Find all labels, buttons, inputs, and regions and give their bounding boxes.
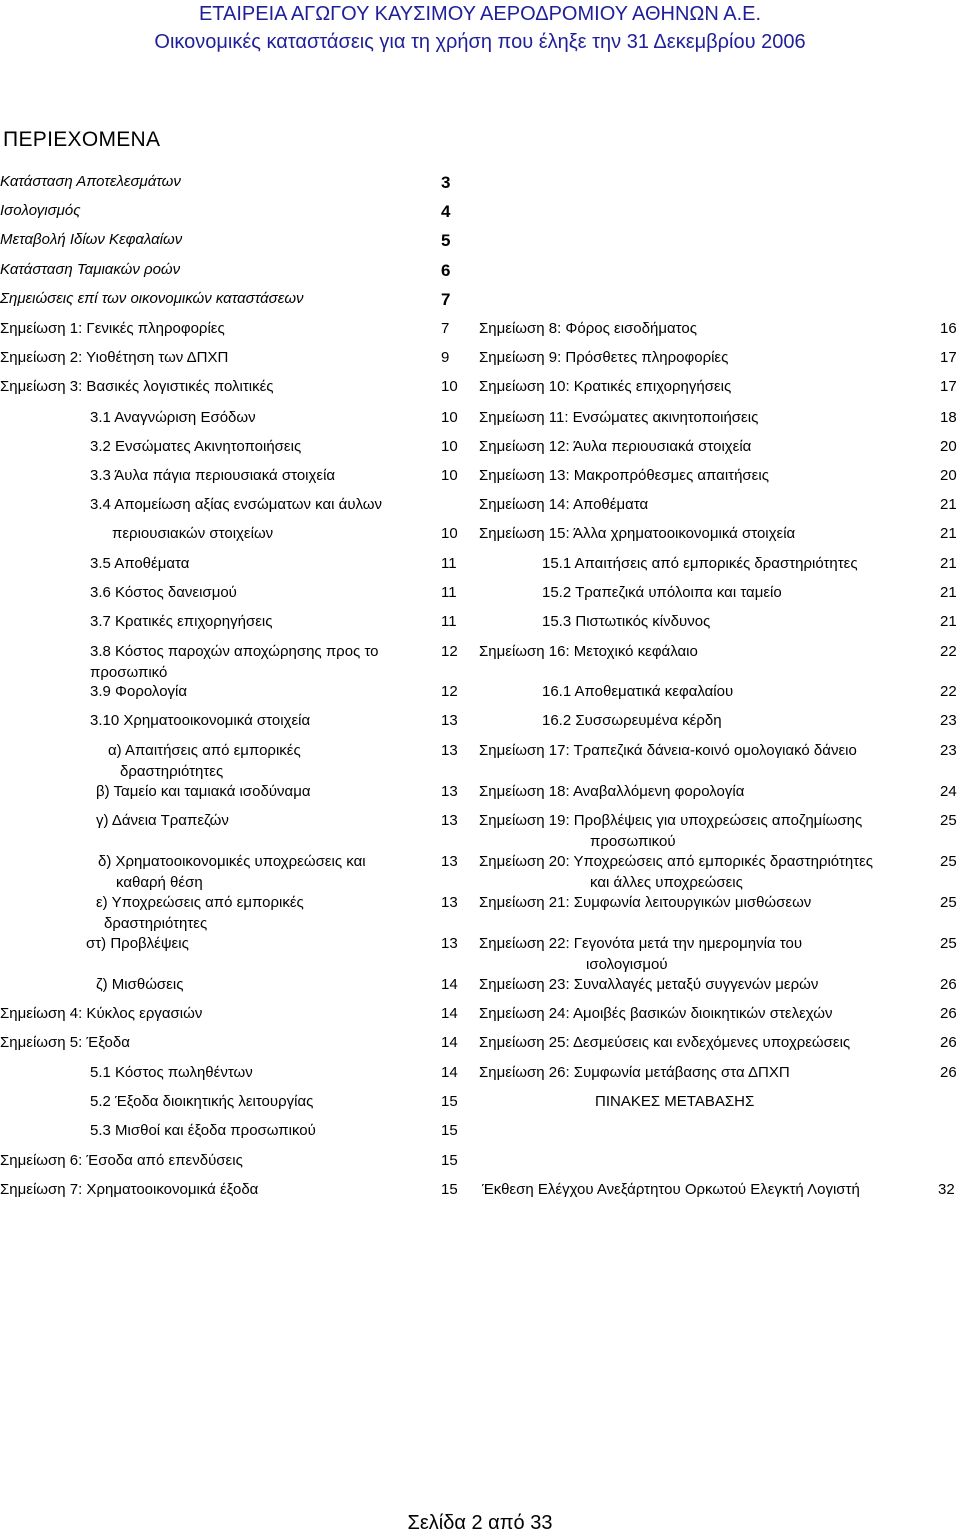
toc-entry-label: Σημείωση 2: Υιοθέτηση των ΔΠΧΠ [0,349,229,366]
toc-entry-label: 15.2 Τραπεζικά υπόλοιπα και ταμείο [542,584,782,601]
toc-entry-label [90,641,412,683]
toc-entry-label: β) Ταμείο και ταμιακά ισοδύναμα [96,783,311,800]
toc-entry-page: 20 [940,467,957,484]
transition-tables-heading: ΠΙΝΑΚΕΣ ΜΕΤΑΒΑΣΗΣ [595,1093,755,1110]
toc-section-label: Κατάσταση Ταμιακών ροών [0,261,181,278]
toc-entry-page: 9 [441,349,450,366]
toc-entry-label: 3.10 Χρηματοοικονομικά στοιχεία [90,712,311,729]
toc-section-page: 3 [441,173,451,192]
toc-entry-page: 10 [441,438,458,455]
toc-entry-page: 22 [940,683,957,700]
toc-entry-page: 25 [940,935,957,952]
toc-entry-page: 23 [940,742,957,759]
toc-entry-page: 25 [940,894,957,911]
toc-entry-label: 5.2 Έξοδα διοικητικής λειτουργίας [90,1093,314,1110]
toc-entry-label-text: 3.8 Κόστος παροχών αποχώρησης προς το προσωπικό [90,643,379,681]
toc-entry-label: 5.1 Κόστος πωληθέντων [90,1064,253,1081]
toc-entry-label: Σημείωση 19: Προβλέψεις για υποχρεώσεις αποζημίωσης [479,812,863,829]
toc-entry-label: 3.7 Κρατικές επιχορηγήσεις [90,613,273,630]
toc-entry-label: 16.2 Συσσωρευμένα κέρδη [542,712,722,729]
toc-entry-label: γ) Δάνεια Τραπεζών [96,812,229,829]
toc-entry-label: 16.1 Αποθεματικά κεφαλαίου [542,683,734,700]
toc-entry-label: 3.1 Αναγνώριση Εσόδων [90,409,256,426]
toc-entry-page: 32 [938,1181,955,1198]
toc-entry-label: Σημείωση 5: Έξοδα [0,1034,130,1051]
toc-section-page: 4 [441,202,451,221]
toc-entry-page: 20 [940,438,957,455]
toc-entry-page: 22 [940,643,957,660]
toc-entry-label: Σημείωση 1: Γενικές πληροφορίες [0,320,225,337]
toc-entry-label: 3.9 Φορολογία [90,683,188,700]
toc-entry-label-continued: και άλλες υποχρεώσεις [590,874,743,891]
toc-entry-label: ζ) Μισθώσεις [96,976,184,993]
toc-entry-page: 13 [441,812,458,829]
toc-entry-page: 10 [441,525,458,542]
toc-entry-label: Σημείωση 21: Συμφωνία λειτουργικών μισθώσεων [479,894,812,911]
toc-entry-label: Σημείωση 18: Αναβαλλόμενη φορολογία [479,783,745,800]
toc-entry-page: 13 [441,783,458,800]
toc-entry-page: 11 [441,613,457,630]
toc-entry-page: 15 [441,1181,458,1198]
toc-entry-page: 14 [441,1064,458,1081]
toc-entry-label: Σημείωση 13: Μακροπρόθεσμες απαιτήσεις [479,467,769,484]
toc-entry-label: Σημείωση 26: Συμφωνία μετάβασης στα ΔΠΧΠ [479,1064,790,1081]
toc-entry-page: 18 [940,409,957,426]
toc-entry-label: 5.3 Μισθοί και έξοδα προσωπικού [90,1122,316,1139]
toc-entry-page: 13 [441,742,458,759]
company-header: ΕΤΑΙΡΕΙΑ ΑΓΩΓΟΥ ΚΑΥΣΙΜΟΥ ΑΕΡΟΔΡΟΜΙΟΥ ΑΘΗΝΩΝ Α.Ε. [198,3,762,25]
toc-entry-page: 11 [441,555,457,572]
toc-entry-page: 21 [940,584,957,601]
toc-entry-page: 13 [441,935,458,952]
toc-entry-page: 16 [940,320,957,337]
toc-title: ΠΕΡΙΕΧΟΜΕΝΑ [3,128,161,151]
toc-entry-page: 10 [441,378,458,395]
toc-entry-page: 25 [940,853,957,870]
toc-entry-page: 13 [441,712,458,729]
toc-entry-label: α) Απαιτήσεις από εμπορικές δραστηριότητες [108,742,301,780]
toc-entry-label: Σημείωση 20: Υποχρεώσεις από εμπορικές δραστηριότητες [479,853,874,870]
toc-entry-page: 14 [441,976,458,993]
toc-entry-page: 13 [441,853,458,870]
toc-entry-label: Έκθεση Ελέγχου Ανεξάρτητου Ορκωτού Ελεγκτή Λογιστή [482,1181,860,1198]
toc-entry-page: 12 [441,643,458,660]
toc-section-page: 7 [441,290,451,309]
toc-entry-page: 11 [441,584,457,601]
toc-entry-label: στ) Προβλέψεις [86,935,189,952]
statements-subtitle: Οικονομικές καταστάσεις για τη χρήση που έληξε την 31 Δεκεμβρίου 2006 [154,31,806,53]
toc-entry-page: 7 [441,320,450,337]
toc-entry-page: 23 [940,712,957,729]
toc-entry-label: Σημείωση 22: Γεγονότα μετά την ημερομηνία του [479,935,803,952]
toc-section-label: Ισολογισμός [0,202,81,219]
toc-entry-page: 26 [940,976,957,993]
toc-entry-label: 3.5 Αποθέματα [90,555,190,572]
toc-entry-page: 21 [940,555,957,572]
toc-entry-label: 3.4 Απομείωση αξίας ενσώματων και άυλων [90,496,383,513]
toc-entry-page: 10 [441,467,458,484]
toc-entry-page: 26 [940,1005,957,1022]
toc-entry-page: 21 [940,613,957,630]
toc-section-label: Κατάσταση Αποτελεσμάτων [0,173,181,190]
toc-entry-page: 15 [441,1093,458,1110]
toc-entry-label: Σημείωση 4: Κύκλος εργασιών [0,1005,203,1022]
page-number-footer: Σελίδα 2 από 33 [407,1512,553,1534]
toc-entry-label: Σημείωση 12: Άυλα περιουσιακά στοιχεία [479,438,752,455]
toc-entry-page: 14 [441,1005,458,1022]
toc-entry-label: Σημείωση 23: Συναλλαγές μεταξύ συγγενών μερών [479,976,819,993]
toc-entry-label: Σημείωση 10: Κρατικές επιχορηγήσεις [479,378,732,395]
toc-entry-page: 21 [940,525,957,542]
toc-entry-label: 15.3 Πιστωτικός κίνδυνος [542,613,711,630]
toc-entry-label: 15.1 Απαιτήσεις από εμπορικές δραστηριότητες [542,555,858,572]
toc-section-page: 5 [441,231,451,250]
toc-entry-page: 24 [940,783,957,800]
toc-entry-label: Σημείωση 11: Ενσώματες ακινητοποιήσεις [479,409,759,426]
toc-entry-label: Σημείωση 8: Φόρος εισοδήματος [479,320,697,337]
toc-section-label: Μεταβολή Ιδίων Κεφαλαίων [0,231,183,248]
toc-entry-label: 3.3 Άυλα πάγια περιουσιακά στοιχεία [90,467,336,484]
toc-entry-label: Σημείωση 14: Αποθέματα [479,496,649,513]
toc-entry-label: Σημείωση 16: Μετοχικό κεφάλαιο [479,643,698,660]
toc-entry-page: 12 [441,683,458,700]
toc-entry-page: 17 [940,378,957,395]
toc-entry-label [98,851,418,893]
toc-entry-page: 21 [940,496,957,513]
toc-entry-label: Σημείωση 24: Αμοιβές βασικών διοικητικών στελεχών [479,1005,833,1022]
toc-entry-label: 3.2 Ενσώματες Ακινητοποιήσεις [90,438,302,455]
toc-entry-label: Σημείωση 17: Τραπεζικά δάνεια-κοινό ομολογιακό δάνειο [479,742,857,759]
toc-entry-label: Σημείωση 7: Χρηματοοικονομικά έξοδα [0,1181,259,1198]
toc-entry-label: Σημείωση 3: Βασικές λογιστικές πολιτικές [0,378,274,395]
toc-entry-label: Σημείωση 25: Δεσμεύσεις και ενδεχόμενες υποχρεώσεις [479,1034,851,1051]
toc-entry-label-text: δ) Χρηματοοικονομικές υποχρεώσεις και καθαρή θέση [98,853,366,891]
toc-entry-label-continued: ισολογισμού [586,956,668,973]
toc-entry-page: 26 [940,1064,957,1081]
toc-entry-label-continued: προσωπικού [590,833,676,850]
toc-entry-page: 13 [441,894,458,911]
toc-entry-label: Σημείωση 9: Πρόσθετες πληροφορίες [479,349,729,366]
toc-entry-page: 17 [940,349,957,366]
toc-entry-page: 26 [940,1034,957,1051]
toc-entry-page: 25 [940,812,957,829]
toc-entry-label: Σημείωση 6: Έσοδα από επενδύσεις [0,1152,243,1169]
toc-entry-label: ε) Υποχρεώσεις από εμπορικές δραστηριότητες [96,894,304,932]
toc-section-label: Σημειώσεις επί των οικονομικών καταστάσεων [0,290,304,307]
toc-section-page: 6 [441,261,451,280]
toc-entry-page: 15 [441,1152,458,1169]
toc-entry-page: 15 [441,1122,458,1139]
toc-entry-label: Σημείωση 15: Άλλα χρηματοοικονομικά στοιχεία [479,525,796,542]
toc-entry-label: 3.6 Κόστος δανεισμού [90,584,237,601]
toc-entry-label: περιουσιακών στοιχείων [112,525,274,542]
toc-entry-page: 10 [441,409,458,426]
toc-entry-page: 14 [441,1034,458,1051]
